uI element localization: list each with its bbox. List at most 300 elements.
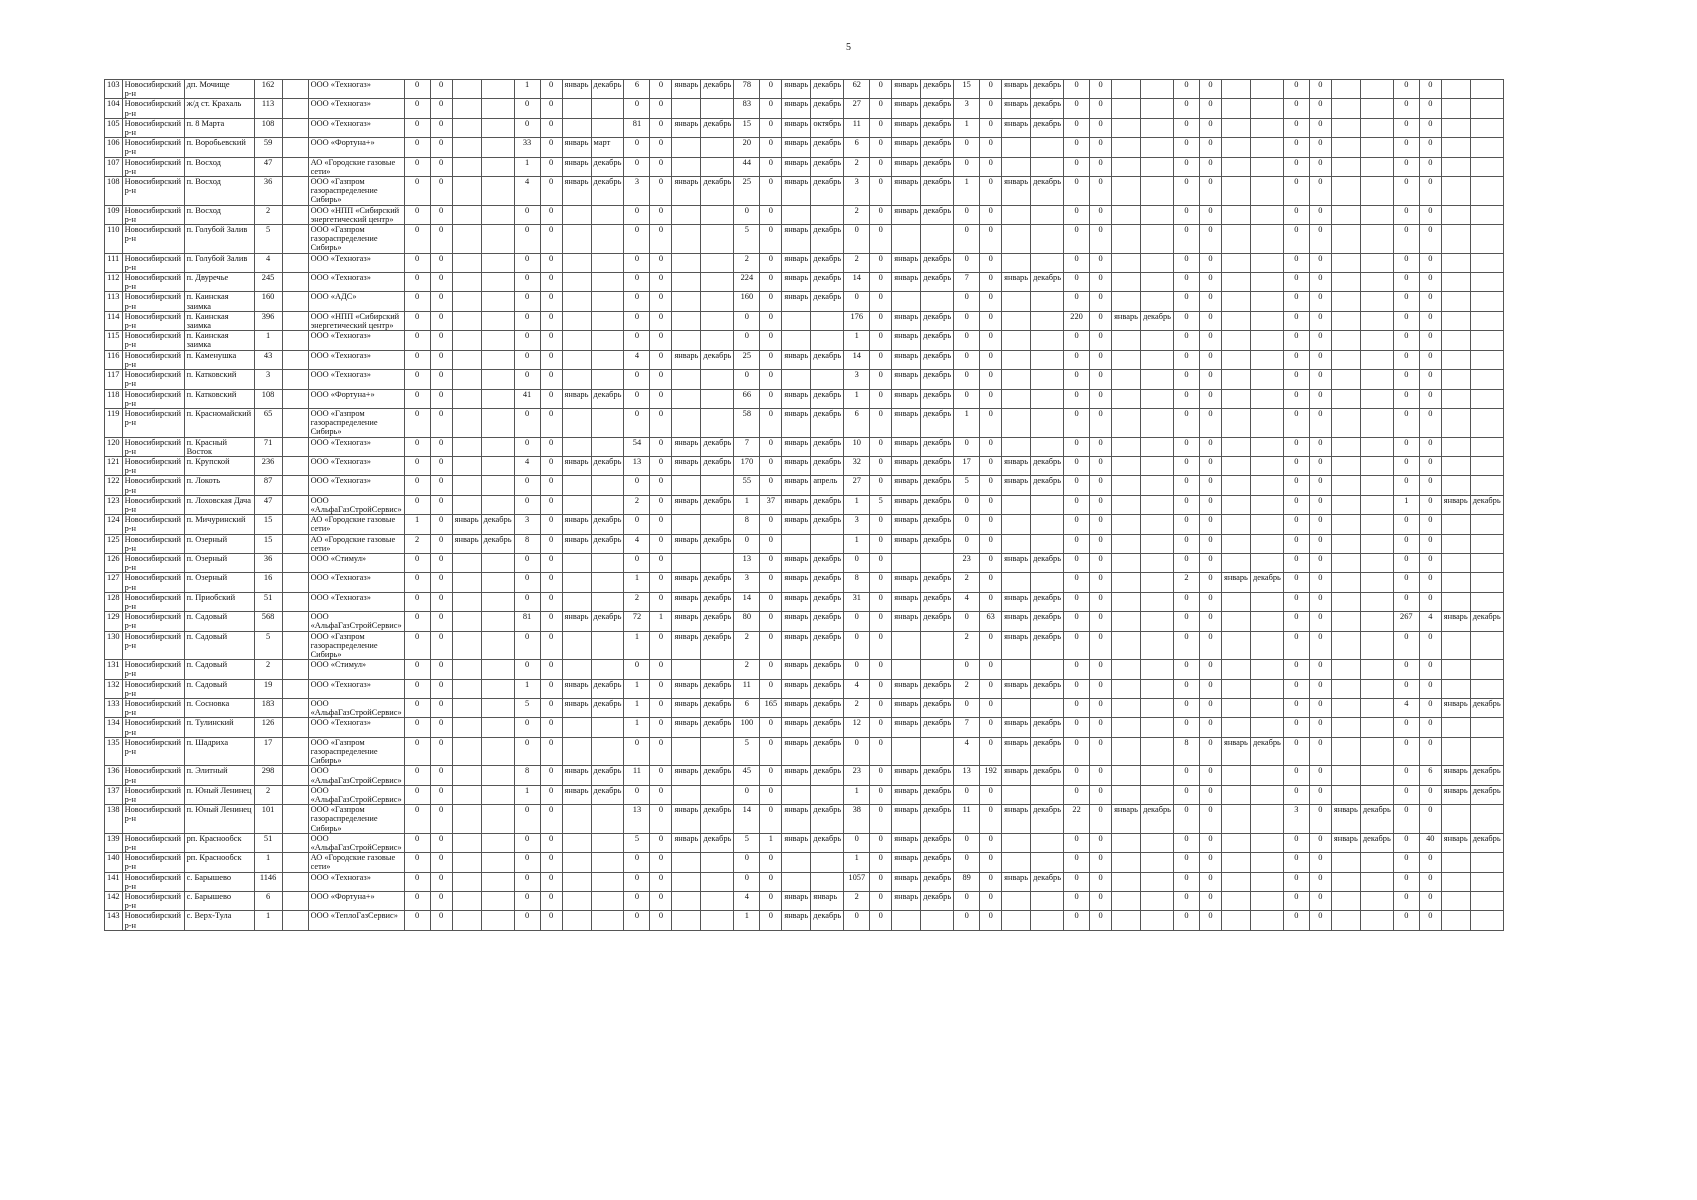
count-cell: 0 bbox=[1283, 331, 1309, 350]
end-month-cell bbox=[1470, 911, 1503, 930]
end-month-cell: апрель bbox=[811, 476, 844, 495]
end-month-cell bbox=[591, 853, 624, 872]
count-cell: 0 bbox=[514, 553, 540, 572]
end-month-cell bbox=[1031, 699, 1064, 718]
start-month-cell bbox=[452, 253, 481, 272]
count-cell: 13 bbox=[624, 456, 650, 475]
extra-count-cell: 0 bbox=[870, 737, 892, 766]
count-cell: 13 bbox=[624, 805, 650, 834]
district-cell: Новосибирский р-н bbox=[122, 534, 184, 553]
count-cell: 0 bbox=[1064, 138, 1090, 157]
start-month-cell bbox=[1441, 476, 1470, 495]
count-cell: 0 bbox=[514, 225, 540, 254]
extra-count-cell: 0 bbox=[650, 80, 672, 99]
extra-count-cell: 0 bbox=[1090, 311, 1112, 330]
end-month-cell bbox=[1250, 80, 1283, 99]
start-month-cell bbox=[1112, 612, 1141, 631]
start-month-cell bbox=[672, 476, 701, 495]
start-month-cell bbox=[452, 495, 481, 514]
extra-count-cell: 0 bbox=[1090, 833, 1112, 852]
end-month-cell bbox=[481, 205, 514, 224]
end-month-cell bbox=[591, 408, 624, 437]
extra-count-cell: 6 bbox=[1419, 766, 1441, 785]
end-month-cell bbox=[481, 177, 514, 206]
start-month-cell bbox=[1112, 553, 1141, 572]
start-month-cell bbox=[1002, 785, 1031, 804]
count-cell: 0 bbox=[954, 495, 980, 514]
count-cell: 0 bbox=[1064, 737, 1090, 766]
end-month-cell bbox=[701, 660, 734, 679]
row-number-cell: 107 bbox=[105, 157, 123, 176]
extra-count-cell: 0 bbox=[870, 679, 892, 698]
start-month-cell: январь bbox=[1002, 80, 1031, 99]
end-month-cell bbox=[1360, 737, 1393, 766]
start-month-cell bbox=[1221, 592, 1250, 611]
end-month-cell: декабрь bbox=[701, 699, 734, 718]
start-month-cell: январь bbox=[1441, 833, 1470, 852]
extra-count-cell: 37 bbox=[760, 495, 782, 514]
start-month-cell bbox=[672, 138, 701, 157]
start-month-cell bbox=[1331, 892, 1360, 911]
extra-count-cell: 0 bbox=[650, 389, 672, 408]
count-cell: 0 bbox=[1283, 311, 1309, 330]
start-month-cell: январь bbox=[782, 253, 811, 272]
count-cell: 0 bbox=[404, 699, 430, 718]
count-cell: 4 bbox=[624, 534, 650, 553]
extra-count-cell: 0 bbox=[430, 177, 452, 206]
end-month-cell bbox=[1031, 892, 1064, 911]
settlement-cell: с. Барышево bbox=[184, 872, 254, 891]
count-cell: 0 bbox=[624, 225, 650, 254]
start-month-cell bbox=[1002, 573, 1031, 592]
end-month-cell bbox=[591, 911, 624, 930]
extra-count-cell: 0 bbox=[1309, 534, 1331, 553]
start-month-cell: январь bbox=[562, 612, 591, 631]
extra-count-cell: 0 bbox=[650, 660, 672, 679]
row-number-cell: 125 bbox=[105, 534, 123, 553]
start-month-cell: январь bbox=[892, 177, 921, 206]
total-count-cell: 1146 bbox=[254, 872, 282, 891]
start-month-cell bbox=[562, 476, 591, 495]
extra-count-cell: 0 bbox=[650, 331, 672, 350]
extra-count-cell: 0 bbox=[1419, 292, 1441, 311]
end-month-cell bbox=[1360, 718, 1393, 737]
start-month-cell bbox=[1331, 718, 1360, 737]
extra-count-cell: 0 bbox=[1199, 853, 1221, 872]
count-cell: 8 bbox=[844, 573, 870, 592]
extra-count-cell: 0 bbox=[1199, 157, 1221, 176]
table-cell bbox=[282, 331, 308, 350]
count-cell: 0 bbox=[954, 911, 980, 930]
operator-cell: ООО «АДС» bbox=[308, 292, 404, 311]
extra-count-cell: 0 bbox=[1199, 699, 1221, 718]
count-cell: 0 bbox=[1064, 631, 1090, 660]
count-cell: 0 bbox=[954, 253, 980, 272]
extra-count-cell: 0 bbox=[870, 273, 892, 292]
count-cell: 0 bbox=[404, 456, 430, 475]
end-month-cell bbox=[591, 225, 624, 254]
count-cell: 4 bbox=[844, 679, 870, 698]
start-month-cell bbox=[672, 311, 701, 330]
count-cell: 0 bbox=[1064, 253, 1090, 272]
extra-count-cell: 0 bbox=[1419, 177, 1441, 206]
start-month-cell bbox=[1441, 408, 1470, 437]
district-cell: Новосибирский р-н bbox=[122, 350, 184, 369]
row-number-cell: 127 bbox=[105, 573, 123, 592]
count-cell: 1 bbox=[844, 785, 870, 804]
end-month-cell bbox=[1360, 612, 1393, 631]
start-month-cell: январь bbox=[782, 118, 811, 137]
extra-count-cell: 0 bbox=[650, 177, 672, 206]
start-month-cell: январь bbox=[562, 157, 591, 176]
extra-count-cell: 0 bbox=[1199, 553, 1221, 572]
end-month-cell bbox=[701, 853, 734, 872]
start-month-cell: январь bbox=[782, 718, 811, 737]
end-month-cell bbox=[1470, 437, 1503, 456]
start-month-cell bbox=[672, 660, 701, 679]
count-cell: 0 bbox=[1173, 273, 1199, 292]
count-cell: 0 bbox=[404, 350, 430, 369]
count-cell: 0 bbox=[1283, 292, 1309, 311]
extra-count-cell: 0 bbox=[430, 253, 452, 272]
start-month-cell: январь bbox=[782, 225, 811, 254]
end-month-cell bbox=[1360, 515, 1393, 534]
extra-count-cell: 0 bbox=[1090, 350, 1112, 369]
start-month-cell: январь bbox=[892, 138, 921, 157]
extra-count-cell: 0 bbox=[760, 892, 782, 911]
extra-count-cell: 0 bbox=[1309, 766, 1331, 785]
start-month-cell bbox=[1112, 660, 1141, 679]
end-month-cell bbox=[1031, 495, 1064, 514]
end-month-cell: декабрь bbox=[811, 592, 844, 611]
count-cell: 2 bbox=[844, 205, 870, 224]
start-month-cell bbox=[1221, 679, 1250, 698]
extra-count-cell: 0 bbox=[540, 331, 562, 350]
start-month-cell: январь bbox=[892, 118, 921, 137]
settlement-cell: п. Озерный bbox=[184, 573, 254, 592]
count-cell: 27 bbox=[844, 476, 870, 495]
start-month-cell bbox=[452, 573, 481, 592]
extra-count-cell: 0 bbox=[1309, 456, 1331, 475]
count-cell: 0 bbox=[514, 718, 540, 737]
start-month-cell bbox=[562, 660, 591, 679]
count-cell: 4 bbox=[734, 892, 760, 911]
extra-count-cell: 0 bbox=[540, 253, 562, 272]
start-month-cell bbox=[1441, 853, 1470, 872]
end-month-cell bbox=[1141, 408, 1174, 437]
start-month-cell bbox=[562, 253, 591, 272]
start-month-cell bbox=[1221, 80, 1250, 99]
extra-count-cell: 0 bbox=[870, 476, 892, 495]
operator-cell: ООО «Техногаз» bbox=[308, 331, 404, 350]
row-number-cell: 103 bbox=[105, 80, 123, 99]
end-month-cell bbox=[1470, 157, 1503, 176]
start-month-cell bbox=[452, 99, 481, 118]
count-cell: 0 bbox=[1064, 408, 1090, 437]
end-month-cell bbox=[1360, 699, 1393, 718]
total-count-cell: 47 bbox=[254, 495, 282, 514]
start-month-cell: январь bbox=[892, 437, 921, 456]
extra-count-cell: 0 bbox=[1309, 631, 1331, 660]
total-count-cell: 15 bbox=[254, 515, 282, 534]
start-month-cell bbox=[1441, 331, 1470, 350]
end-month-cell bbox=[1470, 389, 1503, 408]
extra-count-cell: 0 bbox=[1090, 292, 1112, 311]
extra-count-cell: 0 bbox=[760, 553, 782, 572]
count-cell: 0 bbox=[1064, 476, 1090, 495]
end-month-cell: декабрь bbox=[811, 350, 844, 369]
end-month-cell bbox=[1250, 660, 1283, 679]
settlement-cell: рп. Краснообск bbox=[184, 833, 254, 852]
extra-count-cell: 0 bbox=[1199, 892, 1221, 911]
end-month-cell bbox=[1141, 592, 1174, 611]
extra-count-cell: 0 bbox=[760, 205, 782, 224]
end-month-cell: декабрь bbox=[921, 273, 954, 292]
row-number-cell: 134 bbox=[105, 718, 123, 737]
count-cell: 0 bbox=[1283, 679, 1309, 698]
start-month-cell bbox=[1331, 456, 1360, 475]
table-cell bbox=[282, 437, 308, 456]
extra-count-cell: 0 bbox=[760, 157, 782, 176]
start-month-cell bbox=[782, 853, 811, 872]
end-month-cell bbox=[481, 292, 514, 311]
count-cell: 5 bbox=[734, 833, 760, 852]
extra-count-cell: 0 bbox=[1090, 515, 1112, 534]
count-cell: 5 bbox=[954, 476, 980, 495]
extra-count-cell: 0 bbox=[430, 437, 452, 456]
total-count-cell: 15 bbox=[254, 534, 282, 553]
end-month-cell bbox=[1360, 331, 1393, 350]
settlement-cell: п. Сосновка bbox=[184, 699, 254, 718]
extra-count-cell: 0 bbox=[980, 370, 1002, 389]
count-cell: 0 bbox=[844, 612, 870, 631]
end-month-cell bbox=[1360, 872, 1393, 891]
count-cell: 0 bbox=[1173, 370, 1199, 389]
extra-count-cell: 0 bbox=[1309, 553, 1331, 572]
end-month-cell bbox=[1470, 476, 1503, 495]
count-cell: 0 bbox=[954, 157, 980, 176]
extra-count-cell: 0 bbox=[1309, 225, 1331, 254]
end-month-cell bbox=[1141, 253, 1174, 272]
end-month-cell: декабрь bbox=[921, 157, 954, 176]
count-cell: 0 bbox=[1173, 408, 1199, 437]
end-month-cell bbox=[1141, 80, 1174, 99]
end-month-cell: декабрь bbox=[701, 612, 734, 631]
count-cell: 0 bbox=[1393, 553, 1419, 572]
end-month-cell: декабрь bbox=[1031, 679, 1064, 698]
end-month-cell bbox=[811, 370, 844, 389]
count-cell: 3 bbox=[844, 177, 870, 206]
end-month-cell bbox=[1031, 370, 1064, 389]
start-month-cell: январь bbox=[562, 785, 591, 804]
count-cell: 0 bbox=[1064, 872, 1090, 891]
start-month-cell: январь bbox=[782, 495, 811, 514]
end-month-cell bbox=[1360, 853, 1393, 872]
table-row bbox=[105, 456, 1504, 475]
table-row bbox=[105, 534, 1504, 553]
extra-count-cell: 0 bbox=[1419, 437, 1441, 456]
district-cell: Новосибирский р-н bbox=[122, 331, 184, 350]
operator-cell: ООО «Газпром газораспределение Сибирь» bbox=[308, 177, 404, 206]
extra-count-cell: 0 bbox=[1309, 476, 1331, 495]
count-cell: 0 bbox=[1064, 292, 1090, 311]
extra-count-cell: 0 bbox=[980, 118, 1002, 137]
operator-cell: ООО «Техногаз» bbox=[308, 437, 404, 456]
extra-count-cell: 0 bbox=[1419, 737, 1441, 766]
extra-count-cell: 0 bbox=[1090, 370, 1112, 389]
end-month-cell bbox=[1470, 253, 1503, 272]
total-count-cell: 236 bbox=[254, 456, 282, 475]
count-cell: 0 bbox=[1064, 534, 1090, 553]
operator-cell: ООО «Техногаз» bbox=[308, 718, 404, 737]
end-month-cell bbox=[1031, 350, 1064, 369]
table-row bbox=[105, 660, 1504, 679]
start-month-cell bbox=[1331, 408, 1360, 437]
count-cell: 3 bbox=[1283, 805, 1309, 834]
end-month-cell bbox=[1250, 833, 1283, 852]
extra-count-cell: 0 bbox=[980, 350, 1002, 369]
extra-count-cell: 0 bbox=[540, 350, 562, 369]
end-month-cell bbox=[1250, 253, 1283, 272]
extra-count-cell: 0 bbox=[540, 805, 562, 834]
extra-count-cell: 0 bbox=[1309, 331, 1331, 350]
start-month-cell bbox=[1002, 253, 1031, 272]
count-cell: 0 bbox=[1064, 456, 1090, 475]
start-month-cell bbox=[562, 872, 591, 891]
district-cell: Новосибирский р-н bbox=[122, 679, 184, 698]
count-cell: 1 bbox=[514, 785, 540, 804]
extra-count-cell: 0 bbox=[540, 495, 562, 514]
start-month-cell bbox=[452, 679, 481, 698]
count-cell: 0 bbox=[404, 311, 430, 330]
end-month-cell: декабрь bbox=[1031, 592, 1064, 611]
start-month-cell bbox=[672, 515, 701, 534]
start-month-cell: январь bbox=[782, 456, 811, 475]
start-month-cell bbox=[1112, 437, 1141, 456]
extra-count-cell: 0 bbox=[1199, 495, 1221, 514]
end-month-cell bbox=[1470, 853, 1503, 872]
extra-count-cell: 0 bbox=[1419, 138, 1441, 157]
start-month-cell: январь bbox=[892, 534, 921, 553]
end-month-cell bbox=[1141, 766, 1174, 785]
end-month-cell bbox=[701, 785, 734, 804]
end-month-cell: декабрь bbox=[701, 80, 734, 99]
count-cell: 0 bbox=[1393, 225, 1419, 254]
start-month-cell bbox=[1331, 99, 1360, 118]
extra-count-cell: 0 bbox=[540, 553, 562, 572]
start-month-cell bbox=[562, 292, 591, 311]
extra-count-cell: 0 bbox=[1090, 225, 1112, 254]
start-month-cell bbox=[1221, 660, 1250, 679]
start-month-cell bbox=[1331, 534, 1360, 553]
total-count-cell: 71 bbox=[254, 437, 282, 456]
end-month-cell bbox=[481, 138, 514, 157]
count-cell: 54 bbox=[624, 437, 650, 456]
end-month-cell: декабрь bbox=[1470, 766, 1503, 785]
settlement-cell: п. Двуречье bbox=[184, 273, 254, 292]
start-month-cell bbox=[1331, 273, 1360, 292]
end-month-cell bbox=[481, 833, 514, 852]
count-cell: 0 bbox=[1283, 853, 1309, 872]
settlement-cell: п. Голубой Залив bbox=[184, 225, 254, 254]
extra-count-cell: 0 bbox=[1419, 515, 1441, 534]
count-cell: 0 bbox=[1064, 205, 1090, 224]
operator-cell: ООО «АльфаГазСтройСервис» bbox=[308, 785, 404, 804]
count-cell: 0 bbox=[1283, 785, 1309, 804]
end-month-cell bbox=[701, 157, 734, 176]
district-cell: Новосибирский р-н bbox=[122, 553, 184, 572]
district-cell: Новосибирский р-н bbox=[122, 785, 184, 804]
extra-count-cell: 0 bbox=[870, 872, 892, 891]
count-cell: 0 bbox=[1283, 766, 1309, 785]
extra-count-cell: 0 bbox=[650, 911, 672, 930]
start-month-cell bbox=[892, 631, 921, 660]
end-month-cell: декабрь bbox=[1031, 612, 1064, 631]
count-cell: 0 bbox=[1393, 660, 1419, 679]
extra-count-cell: 0 bbox=[870, 311, 892, 330]
start-month-cell bbox=[562, 331, 591, 350]
end-month-cell bbox=[481, 911, 514, 930]
extra-count-cell: 0 bbox=[760, 718, 782, 737]
end-month-cell bbox=[1360, 785, 1393, 804]
end-month-cell bbox=[921, 631, 954, 660]
table-cell bbox=[282, 495, 308, 514]
extra-count-cell: 0 bbox=[650, 311, 672, 330]
start-month-cell bbox=[1112, 205, 1141, 224]
count-cell: 1057 bbox=[844, 872, 870, 891]
end-month-cell: декабрь bbox=[701, 679, 734, 698]
table-cell bbox=[282, 476, 308, 495]
extra-count-cell: 0 bbox=[980, 99, 1002, 118]
start-month-cell bbox=[1331, 350, 1360, 369]
count-cell: 13 bbox=[954, 766, 980, 785]
extra-count-cell: 0 bbox=[760, 253, 782, 272]
row-number-cell: 115 bbox=[105, 331, 123, 350]
count-cell: 17 bbox=[954, 456, 980, 475]
extra-count-cell: 0 bbox=[760, 766, 782, 785]
count-cell: 0 bbox=[1283, 737, 1309, 766]
end-month-cell: декабрь bbox=[811, 138, 844, 157]
extra-count-cell: 0 bbox=[1090, 118, 1112, 137]
row-number-cell: 121 bbox=[105, 456, 123, 475]
extra-count-cell: 0 bbox=[430, 766, 452, 785]
start-month-cell bbox=[1112, 138, 1141, 157]
start-month-cell bbox=[1002, 138, 1031, 157]
district-cell: Новосибирский р-н bbox=[122, 737, 184, 766]
extra-count-cell: 0 bbox=[1309, 573, 1331, 592]
end-month-cell: декабрь bbox=[701, 350, 734, 369]
total-count-cell: 36 bbox=[254, 177, 282, 206]
end-month-cell bbox=[1470, 205, 1503, 224]
count-cell: 0 bbox=[624, 911, 650, 930]
end-month-cell bbox=[701, 515, 734, 534]
end-month-cell: декабрь bbox=[921, 892, 954, 911]
extra-count-cell: 0 bbox=[540, 370, 562, 389]
start-month-cell bbox=[1331, 515, 1360, 534]
start-month-cell bbox=[1441, 311, 1470, 330]
extra-count-cell: 0 bbox=[1090, 437, 1112, 456]
count-cell: 0 bbox=[1173, 699, 1199, 718]
start-month-cell: январь bbox=[782, 273, 811, 292]
start-month-cell bbox=[452, 292, 481, 311]
end-month-cell: декабрь bbox=[1470, 612, 1503, 631]
count-cell: 3 bbox=[624, 177, 650, 206]
start-month-cell bbox=[452, 872, 481, 891]
row-number-cell: 129 bbox=[105, 612, 123, 631]
gas-supply-table bbox=[104, 79, 1504, 931]
settlement-cell: п. Восход bbox=[184, 177, 254, 206]
count-cell: 8 bbox=[1173, 737, 1199, 766]
